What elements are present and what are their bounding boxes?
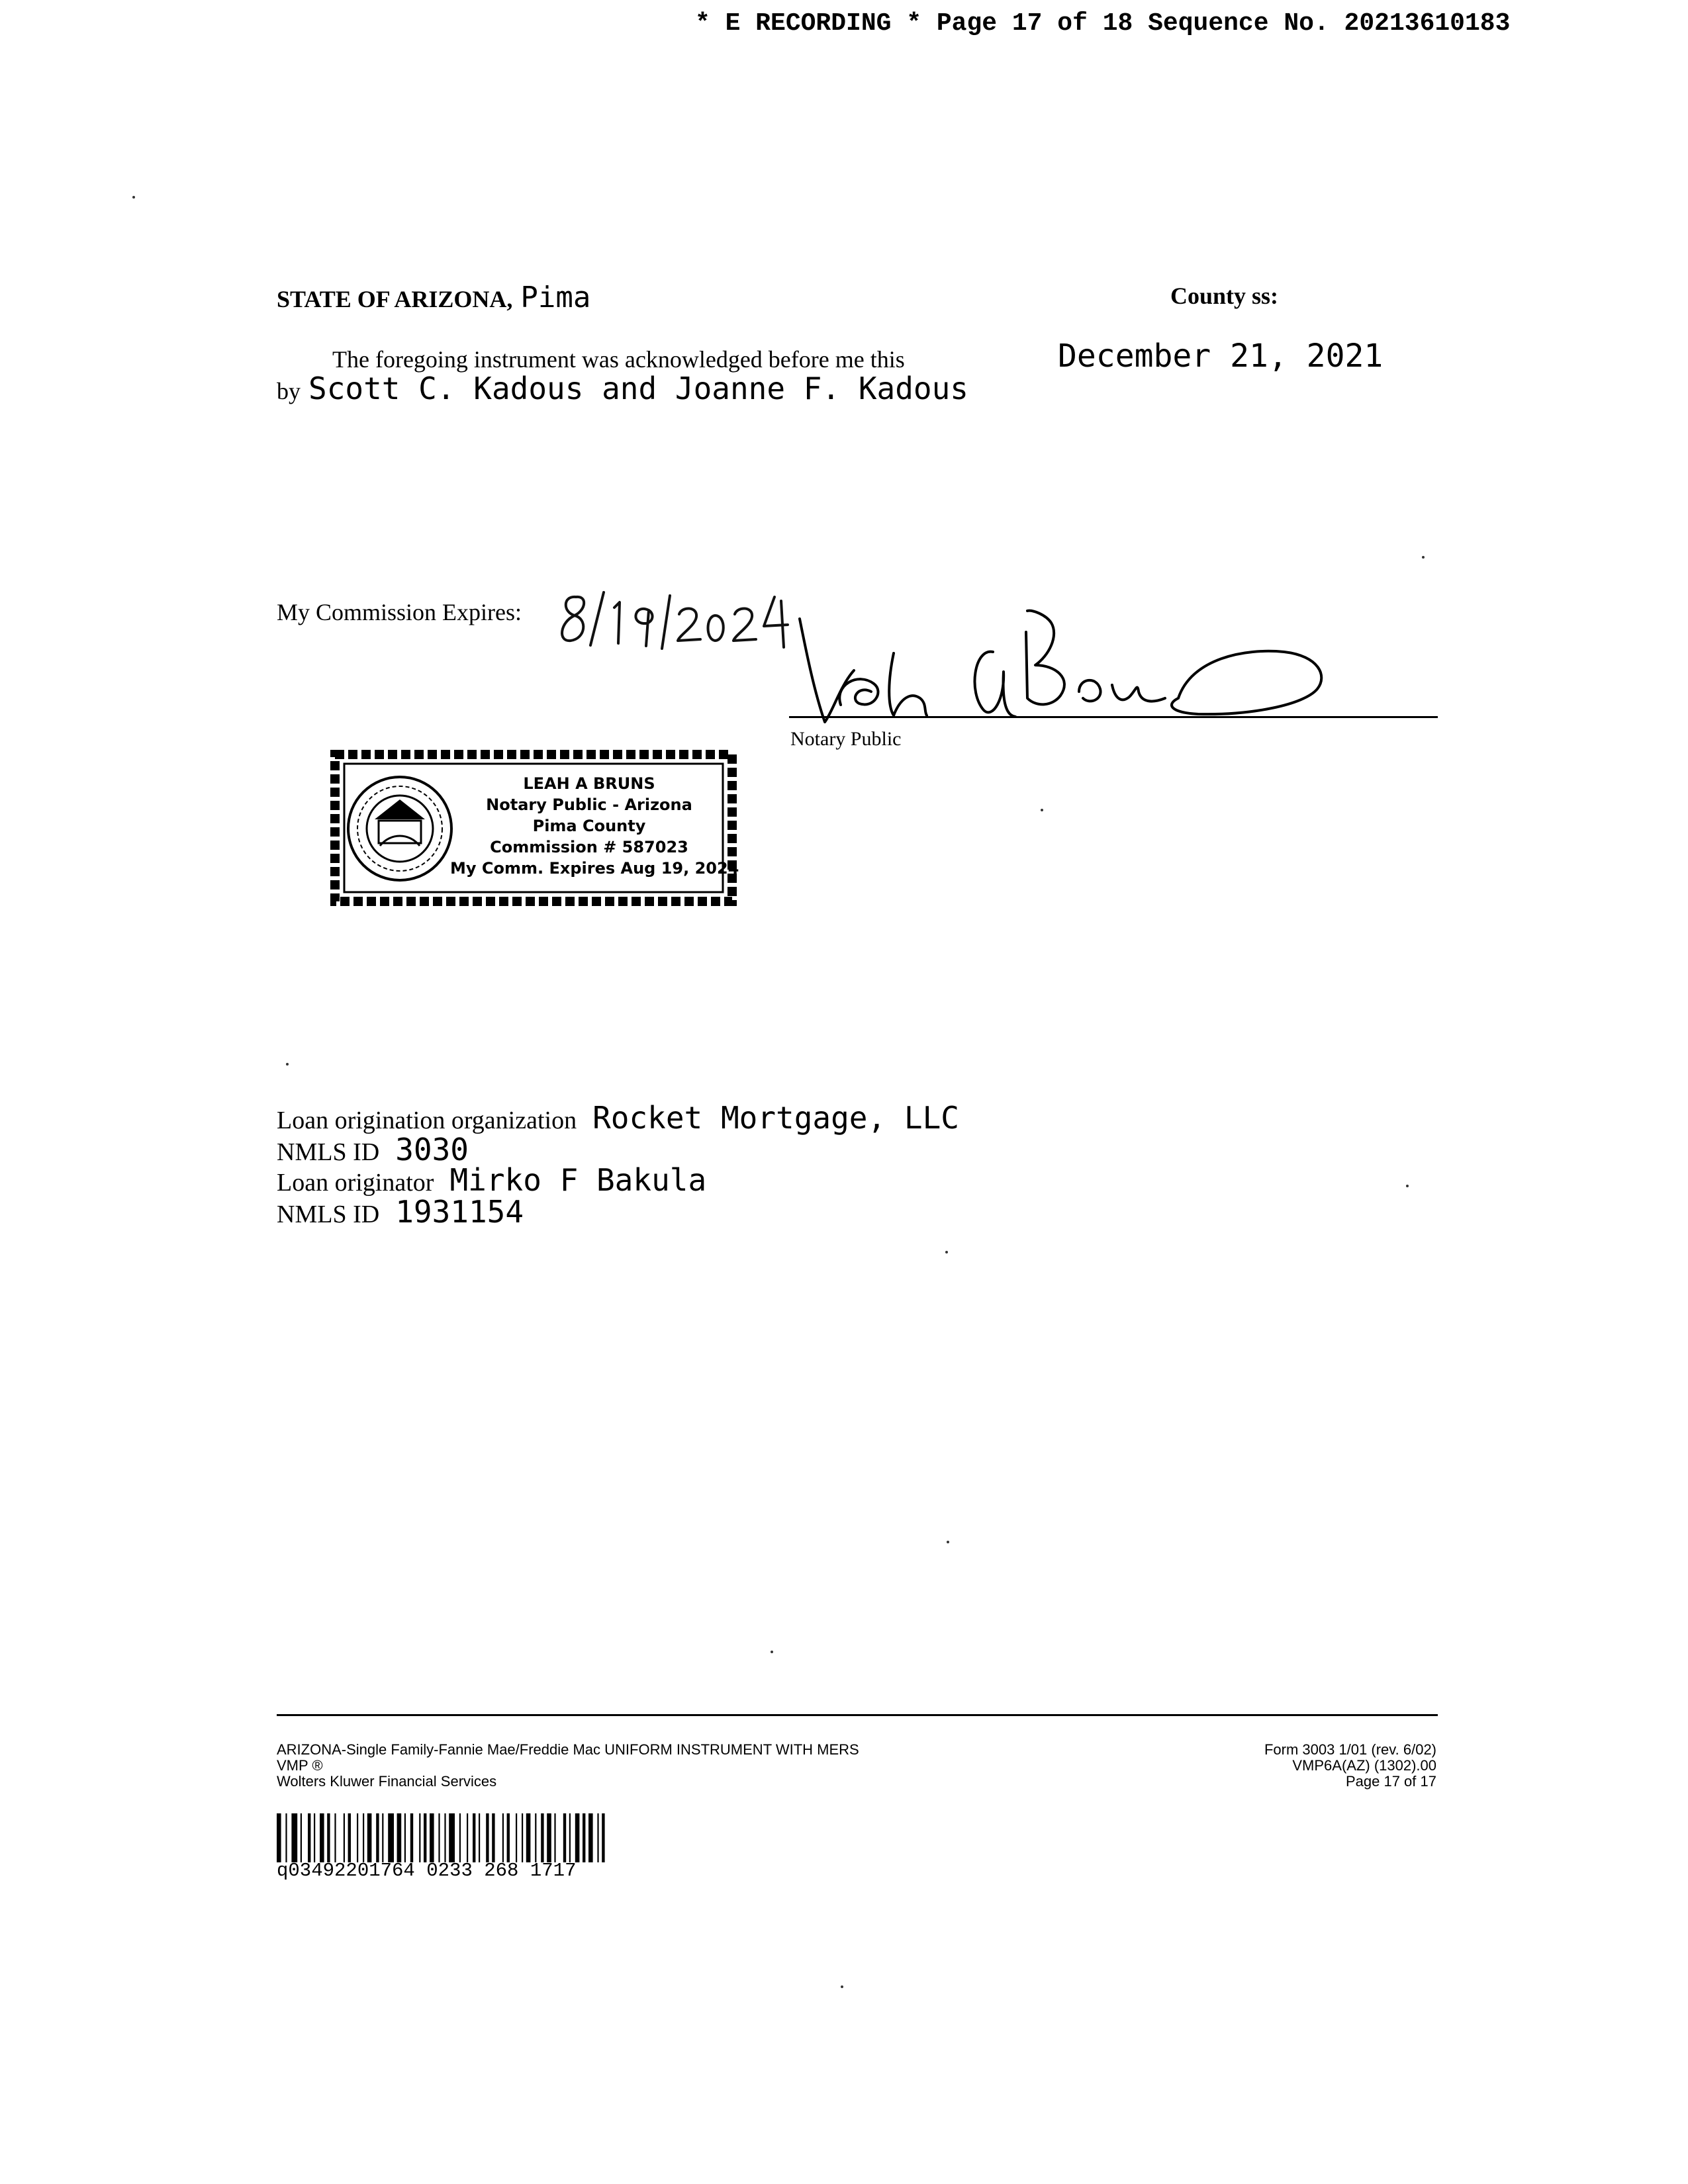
footer-vmp: VMP ® <box>277 1757 323 1774</box>
barcode-bar <box>388 1813 394 1862</box>
barcode-bar <box>535 1813 536 1862</box>
barcode-bar <box>502 1813 504 1862</box>
footer-form-code: Form 3003 1/01 (rev. 6/02) <box>1264 1741 1436 1758</box>
barcode-bar <box>516 1813 517 1862</box>
barcode-bar <box>554 1813 555 1862</box>
barcode-bar <box>367 1813 372 1862</box>
notary-public-label: Notary Public <box>790 728 902 750</box>
state-seal-icon <box>348 777 451 880</box>
scan-speck <box>1041 809 1043 811</box>
acknowledgment-statement: The foregoing instrument was acknowledged before me this <box>332 346 905 373</box>
signers-names: Scott C. Kadous and Joanne F. Kadous <box>308 371 968 406</box>
originator-nmls-value: 1931154 <box>395 1194 524 1230</box>
stamp-line-county: Pima County <box>532 817 646 835</box>
footer-form-info <box>277 1742 859 1790</box>
barcode-bar <box>334 1813 336 1862</box>
footer-publisher: Wolters Kluwer Financial Services <box>277 1773 497 1790</box>
barcode-bar <box>602 1813 604 1862</box>
barcode-bar <box>344 1813 345 1862</box>
barcode-bar <box>348 1813 351 1862</box>
barcode-bar <box>301 1813 302 1862</box>
scan-speck <box>286 1063 289 1066</box>
barcode-bar <box>467 1813 468 1862</box>
state-line <box>277 281 590 314</box>
barcode-bar <box>522 1813 523 1862</box>
barcode-bar <box>597 1813 598 1862</box>
stamp-text <box>450 773 739 879</box>
barcode-bar <box>376 1813 379 1862</box>
footer-form-title: ARIZONA-Single Family-Fannie Mae/Freddie Mac UNIFORM INSTRUMENT WITH MERS <box>277 1741 859 1758</box>
barcode-bar <box>563 1813 566 1862</box>
barcode-bar <box>473 1813 475 1862</box>
barcode-bar <box>419 1813 420 1862</box>
scan-speck <box>1422 556 1425 559</box>
barcode-bar <box>404 1813 406 1862</box>
barcode-bar <box>363 1813 364 1862</box>
by-line <box>277 371 968 406</box>
barcode-bar <box>486 1813 489 1862</box>
footer-vmp-code: VMP6A(AZ) (1302).00 <box>1292 1757 1436 1774</box>
stamp-line-commission: Commission # 587023 <box>490 838 688 856</box>
barcode-bar <box>526 1813 531 1862</box>
barcode-bar <box>382 1813 383 1862</box>
loan-origination-organization <box>277 1100 959 1136</box>
loan-originator-label: Loan originator <box>277 1169 434 1197</box>
org-nmls-value: 3030 <box>395 1132 469 1167</box>
barcode-bar <box>438 1813 440 1862</box>
footer-page-number: Page 17 of 17 <box>1345 1773 1436 1790</box>
stamp-line-expires: My Comm. Expires Aug 19, 2024 <box>450 859 739 878</box>
commission-date-handwritten <box>556 582 808 655</box>
barcode-bar <box>327 1813 330 1862</box>
loan-org-label: Loan origination organization <box>277 1107 577 1134</box>
stamp-line-name: LEAH A BRUNS <box>523 774 655 793</box>
acknowledgment-date: December 21, 2021 <box>1058 338 1383 375</box>
barcode-bar <box>285 1813 287 1862</box>
barcode-bar <box>541 1813 543 1862</box>
barcode-bar <box>314 1813 315 1862</box>
barcode-bar <box>291 1813 297 1862</box>
barcode-bar <box>459 1813 461 1862</box>
scan-speck <box>771 1651 773 1653</box>
barcode-bar <box>569 1813 571 1862</box>
originator-nmls-id <box>277 1194 524 1230</box>
loan-originator-value: Mirko F Bakula <box>449 1162 707 1198</box>
barcode-bar <box>397 1813 402 1862</box>
county-label: County ss: <box>1170 283 1279 309</box>
barcode-bar <box>410 1813 413 1862</box>
originator-nmls-label: NMLS ID <box>277 1201 380 1228</box>
barcode-bar <box>507 1813 510 1862</box>
recording-header: * E RECORDING * Page 17 of 18 Sequence No. 20213610183 <box>695 9 1511 38</box>
scan-speck <box>947 1541 949 1543</box>
barcode-bar <box>308 1813 310 1862</box>
barcode-bar <box>357 1813 358 1862</box>
barcode-bar <box>479 1813 480 1862</box>
commission-label: My Commission Expires: <box>277 599 522 625</box>
barcode-bar <box>320 1813 324 1862</box>
notary-signature <box>794 592 1364 731</box>
barcode-bar <box>424 1813 426 1862</box>
barcode-bar <box>588 1813 593 1862</box>
barcode-bar <box>547 1813 551 1862</box>
barcode-bar <box>444 1813 445 1862</box>
barcode-icon <box>277 1813 729 1862</box>
footer-form-number <box>1264 1742 1436 1790</box>
barcode-bar <box>575 1813 580 1862</box>
scan-speck <box>132 196 135 199</box>
barcode-bar <box>430 1813 434 1862</box>
barcode-bar <box>583 1813 585 1862</box>
scan-speck <box>945 1251 948 1253</box>
barcode-bar <box>277 1813 281 1862</box>
signature-line <box>789 716 1438 718</box>
org-nmls-label: NMLS ID <box>277 1138 380 1166</box>
loan-originator <box>277 1162 706 1198</box>
county-value: Pima <box>520 281 591 314</box>
barcode-number: q03492201764 0233 268 1717 <box>277 1860 577 1882</box>
barcode-bar <box>492 1813 494 1862</box>
scan-speck <box>841 1985 843 1988</box>
barcode-bar <box>449 1813 455 1862</box>
by-label: by <box>277 378 301 404</box>
scan-speck <box>1406 1185 1409 1187</box>
footer-rule <box>277 1714 1438 1716</box>
state-label: STATE OF ARIZONA, <box>277 286 513 312</box>
loan-org-value: Rocket Mortgage, LLC <box>592 1100 959 1136</box>
stamp-line-title: Notary Public - Arizona <box>486 796 692 814</box>
